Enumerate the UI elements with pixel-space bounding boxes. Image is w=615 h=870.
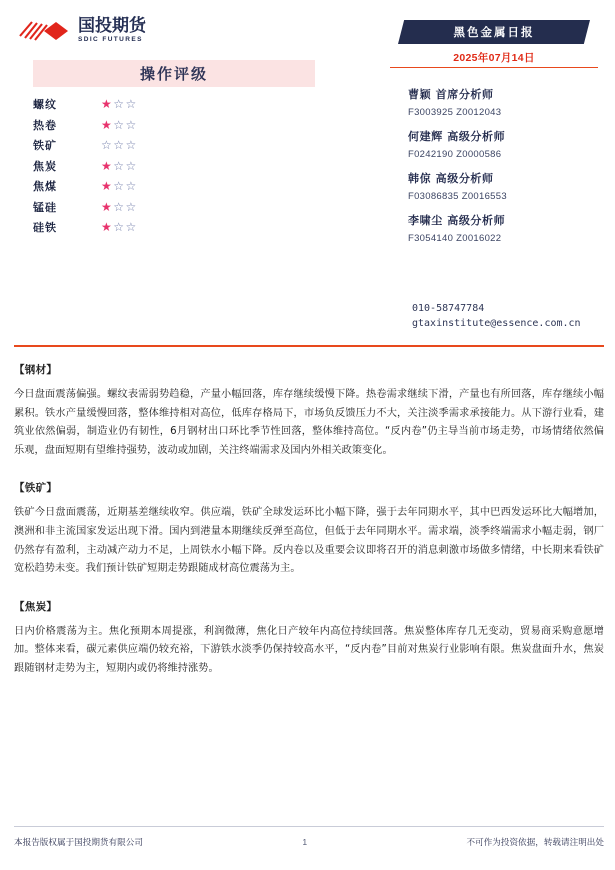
rating-stars xyxy=(101,221,138,233)
star-filled-icon: ★ xyxy=(101,117,114,132)
report-title-banner xyxy=(398,20,590,44)
analyst-license-number: F03086835 Z0016553 xyxy=(408,191,507,202)
star-empty-icon: ☆ xyxy=(125,97,138,112)
company-logo xyxy=(18,18,146,44)
rating-commodity-name: 硅铁 xyxy=(33,221,57,235)
rating-commodity-name: 锰硅 xyxy=(33,200,57,214)
logo-chinese-name: 国投期货 xyxy=(78,16,146,37)
footer-disclaimer: 不可作为投资依据，转载请注明出处 xyxy=(466,838,604,848)
header-accent-rule xyxy=(390,67,598,68)
contact-phone: 010-58747784 xyxy=(412,303,485,314)
page-footer xyxy=(14,836,604,848)
rating-stars xyxy=(101,98,138,110)
star-filled-icon: ★ xyxy=(101,179,114,194)
star-empty-icon: ☆ xyxy=(113,220,126,235)
section-title: 【钢材】 xyxy=(14,364,58,376)
analyst-list xyxy=(408,86,608,244)
rating-row xyxy=(33,135,315,156)
star-empty-icon: ☆ xyxy=(125,220,138,235)
report-section xyxy=(14,362,604,460)
rating-row xyxy=(33,115,315,136)
analyst-license-number: F3054140 Z0016022 xyxy=(408,233,502,244)
report-header xyxy=(0,0,615,330)
star-empty-icon: ☆ xyxy=(113,179,126,194)
analyst-name: 何建辉 高级分析师 xyxy=(408,130,506,143)
rating-stars xyxy=(101,119,138,131)
star-empty-icon: ☆ xyxy=(125,117,138,132)
report-section xyxy=(14,480,604,578)
analyst-name: 韩倞 高级分析师 xyxy=(408,172,494,185)
star-empty-icon: ☆ xyxy=(125,158,138,173)
footer-divider xyxy=(14,826,604,827)
report-section xyxy=(14,599,604,679)
rating-row xyxy=(33,217,315,238)
star-empty-icon: ☆ xyxy=(113,199,126,214)
star-empty-icon: ☆ xyxy=(113,158,126,173)
star-empty-icon: ☆ xyxy=(125,138,138,153)
star-empty-icon: ☆ xyxy=(113,97,126,112)
rating-row xyxy=(33,176,315,197)
rating-title-band xyxy=(33,60,315,87)
rating-commodity-name: 焦炭 xyxy=(33,159,57,173)
rating-row xyxy=(33,197,315,218)
section-title: 【铁矿】 xyxy=(14,482,58,495)
contact-block xyxy=(412,303,612,329)
star-empty-icon: ☆ xyxy=(113,138,126,153)
section-title: 【焦炭】 xyxy=(14,600,58,613)
report-title: 黑色金属日报 xyxy=(453,25,535,39)
rating-stars xyxy=(101,180,138,192)
star-empty-icon: ☆ xyxy=(125,199,138,214)
section-body-text: 日内价格震荡为主。焦化预期本周提涨，利润微薄，焦化日产较年内高位持续回落。焦炭整体库存几无变动，贸易商采购意愿增加。整体来看，碳元素供应端仍较充裕，下游铁水淡季仍保持较高水平，“反内卷”目前对焦炭行业影响有限。焦炭盘面升水，焦炭跟随钢材走势为主，短期内或仍将维持涨势。 xyxy=(14,625,604,674)
star-empty-icon: ☆ xyxy=(113,117,126,132)
rating-commodity-name: 热卷 xyxy=(33,118,57,132)
logo-mark-icon xyxy=(18,18,72,44)
rating-row xyxy=(33,156,315,177)
footer-page-number: 1 xyxy=(302,837,308,847)
analyst-license-number: F3003925 Z0012043 xyxy=(408,107,502,118)
rating-stars xyxy=(101,160,138,172)
contact-email: gtaxinstitute@essence.com.cn xyxy=(412,318,581,329)
report-body xyxy=(14,362,604,699)
rating-stars xyxy=(101,139,138,151)
analyst-name: 曹颖 首席分析师 xyxy=(408,88,494,101)
star-filled-icon: ★ xyxy=(101,199,114,214)
rating-stars xyxy=(101,201,138,213)
report-date: 2025年07月14日 xyxy=(453,52,535,64)
logo-wordmark xyxy=(78,18,146,44)
star-empty-icon: ☆ xyxy=(125,179,138,194)
rating-title: 操作评级 xyxy=(139,65,208,83)
rating-list xyxy=(33,94,315,238)
rating-commodity-name: 螺纹 xyxy=(33,98,57,112)
rating-commodity-name: 铁矿 xyxy=(33,139,57,153)
header-body-divider xyxy=(14,345,604,347)
footer-copyright: 本报告版权属于国投期货有限公司 xyxy=(14,838,143,848)
rating-row xyxy=(33,94,315,115)
star-empty-icon: ☆ xyxy=(101,138,114,153)
logo-english-name: SDIC FUTURES xyxy=(78,36,143,44)
rating-commodity-name: 焦煤 xyxy=(33,180,57,194)
star-filled-icon: ★ xyxy=(101,158,114,173)
section-body-text: 铁矿今日盘面震荡，近期基差继续收窄。供应端，铁矿全球发运环比小幅下降，强于去年同期水平，其中巴西发运环比大幅增加，澳洲和非主流国家发运出现下滑。国内到港量本期继续反弹至高位，但低于去年同期水平。需求端，淡季终端需求小幅走弱，钢厂仍然存有盈利，主动减产动力不足，上周铁水小幅下降。反内卷以及重要会议即将召开的消息刺激市场做多情绪，中长期来看铁矿宽松趋势未变。我们预计铁矿短期走势跟随成材高位震荡为主。 xyxy=(14,507,604,575)
star-filled-icon: ★ xyxy=(101,97,114,112)
analyst-name: 李啸尘 高级分析师 xyxy=(408,214,506,227)
section-body-text: 今日盘面震荡偏强。螺纹表需弱势趋稳，产量小幅回落，库存继续缓慢下降。热卷需求继续下滑，产量也有所回落，库存继续小幅累积。铁水产量缓慢回落，整体维持相对高位，低库存格局下，市场负反馈压力不大，关注淡季需求承接能力。从下游行业看，建筑业依然偏弱，制造业仍有韧性，6月钢材出口环比季节性回落，整体维持高位。“反内卷”仍主导当前市场走势，市场情绪依然偏乐观，盘面短期有望维持强势，波动或加剧，关注终端需求及国内外相关政策变化。 xyxy=(14,389,604,456)
star-filled-icon: ★ xyxy=(101,220,114,235)
analyst-license-number: F0242190 Z0000586 xyxy=(408,149,502,160)
